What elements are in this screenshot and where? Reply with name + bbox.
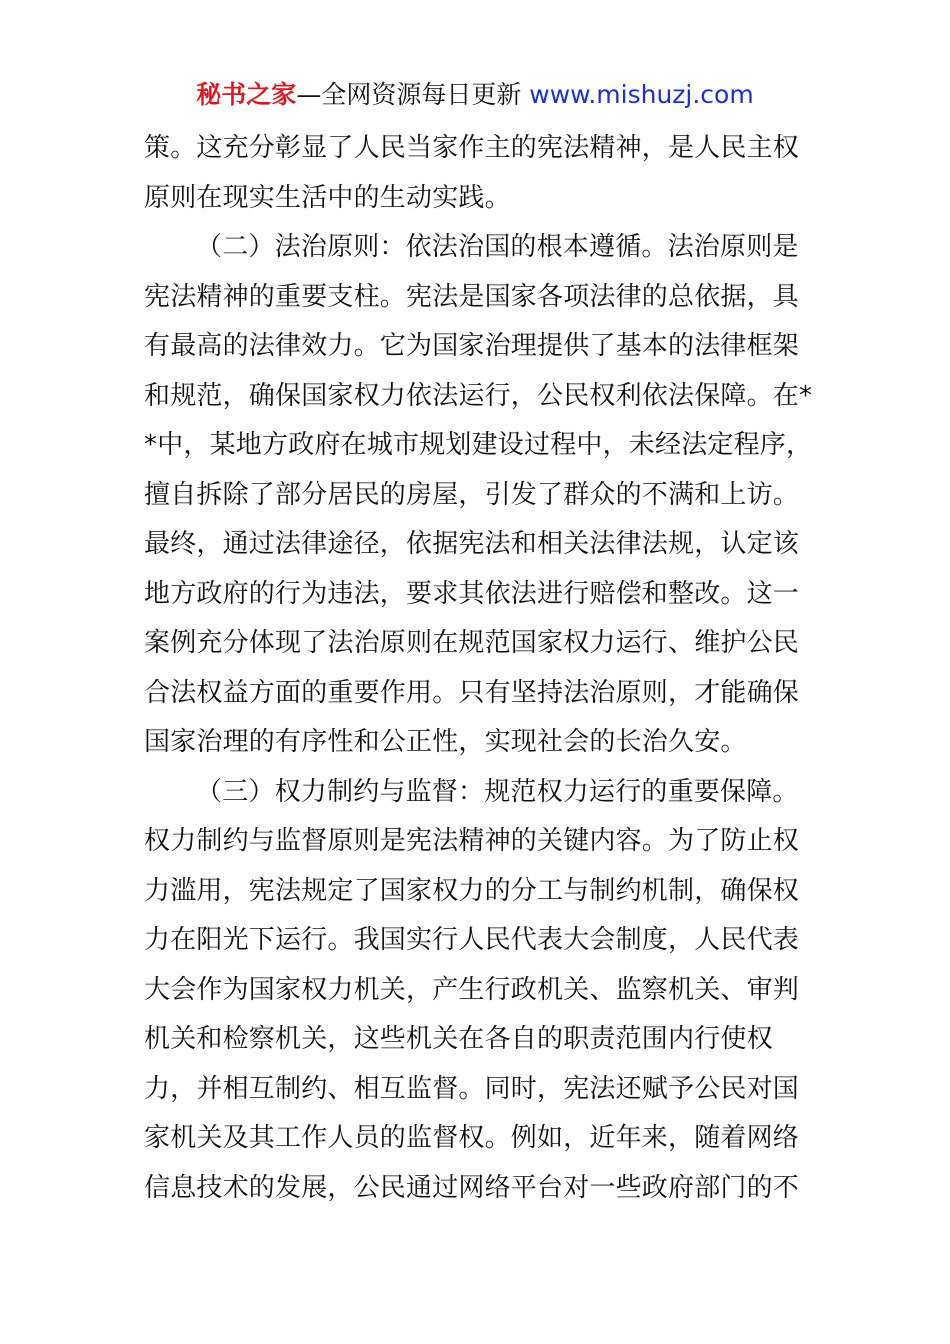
text-line: 家机关及其工作人员的监督权。例如，近年来，随着网络 <box>144 1123 800 1153</box>
text-line: 力滥用，宪法规定了国家权力的分工与制约机制，确保权 <box>144 875 800 906</box>
text-line: （三）权力制约与监督：规范权力运行的重要保障。 <box>196 776 799 807</box>
text-line: 原则在现实生活中的生动实践。 <box>144 182 511 213</box>
text-line: 信息技术的发展，公民通过网络平台对一些政府部门的不 <box>144 1172 800 1203</box>
text-line: 机关和检察机关，这些机关在各自的职责范围内行使权 <box>144 1024 773 1054</box>
text-line: 擅自拆除了部分居民的房屋，引发了群众的不满和上访。 <box>144 479 800 510</box>
text-line: 大会作为国家权力机关，产生行政机关、监察机关、审判 <box>144 974 800 1005</box>
text-line: *中，某地方政府在城市规划建设过程中，未经法定程序， <box>144 430 813 460</box>
text-line: 力在阳光下运行。我国实行人民代表大会制度，人民代表 <box>144 925 800 955</box>
text-line: 最终，通过法律途径，依据宪法和相关法律法规，认定该 <box>144 529 800 559</box>
text-line: 策。这充分彰显了人民当家作主的宪法精神，是人民主权 <box>144 133 800 163</box>
header-url[interactable]: www.mishuzj.com <box>529 80 754 109</box>
header-tagline: —全网资源每日更新 <box>296 80 522 109</box>
text-line: 国家治理的有序性和公正性，实现社会的长治久安。 <box>144 727 747 757</box>
text-line: 合法权益方面的重要作用。只有坚持法治原则，才能确保 <box>144 677 800 708</box>
text-line: 宪法精神的重要支柱。宪法是国家各项法律的总依据，具 <box>144 281 800 312</box>
text-line: 和规范，确保国家权力依法运行，公民权利依法保障。在* <box>144 380 813 411</box>
text-line: 地方政府的行为违法，要求其依法进行赔偿和整改。这一 <box>144 578 800 609</box>
brand-name: 秘书之家 <box>196 80 297 109</box>
text-line: 有最高的法律效力。它为国家治理提供了基本的法律框架 <box>144 331 800 361</box>
page-header <box>0 78 950 112</box>
text-line: （二）法治原则：依法治国的根本遵循。法治原则是 <box>196 232 799 262</box>
text-line: 案例充分体现了法治原则在规范国家权力运行、维护公民 <box>144 628 800 658</box>
text-line: 力，并相互制约、相互监督。同时，宪法还赋予公民对国 <box>144 1073 800 1104</box>
document-body <box>144 124 813 1213</box>
text-line: 权力制约与监督原则是宪法精神的关键内容。为了防止权 <box>144 826 800 856</box>
